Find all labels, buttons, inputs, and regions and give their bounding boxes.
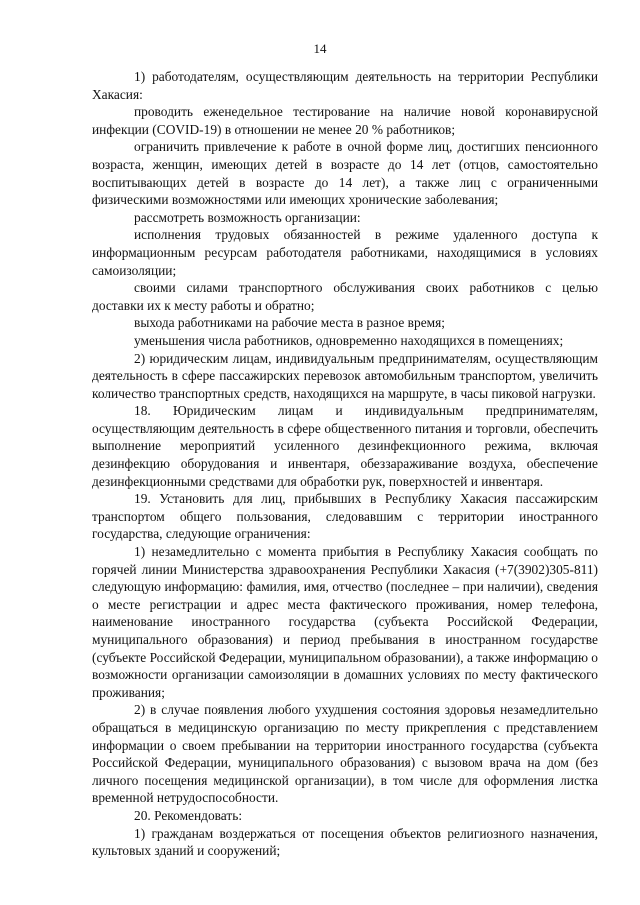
paragraph-item-19: 19. Установить для лиц, прибывших в Республику Хакасия пассажирским транспортом общего пользования, следовавшим с территории иностранного государства, следующие ограничения: <box>92 491 598 542</box>
paragraph-item-18: 18. Юридическим лицам и индивидуальным предпринимателям, осуществляющим деятельность в сфере общественного питания и торговли, обеспечить выполнение мероприятий усиленного дезинфекционного режима, включая дезинфекцию оборудования и инвентаря, обеззараживание воздуха, обеспечение дезинфекционными средствами для обработки рук, поверхностей и инвентаря. <box>92 403 598 489</box>
page-number: 14 <box>313 41 327 56</box>
paragraph-limit-in-person-work: ограничить привлечение к работе в очной форме лиц, достигших пенсионного возраста, женщин, имеющих детей в возрасте до 14 лет (отцов, самостоятельно воспитывающих детей в возрасте до 14 лет), а также лиц с ограниченными физическими возможностями или имеющих хронические заболевания; <box>92 139 598 208</box>
paragraph-religious-sites: 1) гражданам воздержаться от посещения объектов религиозного назначения, культовых зданий и сооружений; <box>92 825 598 859</box>
paragraph-hotline-report: 1) незамедлительно с момента прибытия в Республику Хакасия сообщать по горячей линии Министерства здравоохранения Республики Хакасия (+7(3902)305-811) следующую информацию: фамилия, имя, отчество (последнее – при наличии), сведения о месте регистрации и адрес места фактического проживания, номер телефона, наименование иностранного государства (субъекта Российской Федерации, муниципального образования) и период пребывания в иностранном государстве (субъекте Российской Федерации, муниципальном образовании), а также информацию о возможности организации самоизоляции в домашних условиях по месту фактического проживания; <box>92 544 598 700</box>
paragraph-remote-work: исполнения трудовых обязанностей в режиме удаленного доступа к информационным ресурсам работодателя работниками, находящимися в условиях самоизоляции; <box>92 227 598 278</box>
paragraph-employers: 1) работодателям, осуществляющим деятельность на территории Республики Хакасия: <box>92 69 598 102</box>
paragraph-weekly-testing: проводить еженедельное тестирование на наличие новой коронавирусной инфекции (COVID-19) в отношении не менее 20 % работников; <box>92 104 598 137</box>
paragraph-reduce-occupancy: уменьшения числа работников, одновременно находящихся в помещениях; <box>134 332 564 348</box>
paragraph-passenger-transport: 2) юридическим лицам, индивидуальным предпринимателям, осуществляющим деятельность в сфере пассажирских перевозок автомобильным транспортом, увеличить количество транспортных средств, находящихся на маршруте, в часы пиковой нагрузки. <box>92 350 598 401</box>
paragraph-item-20: 20. Рекомендовать: <box>134 807 243 823</box>
paragraph-consider-organizing: рассмотреть возможность организации: <box>134 209 361 225</box>
document-body <box>92 68 598 860</box>
paragraph-own-transport: своими силами транспортного обслуживания своих работников с целью доставки их к месту работы и обратно; <box>92 280 598 313</box>
paragraph-health-deterioration: 2) в случае появления любого ухудшения состояния здоровья незамедлительно обращаться в медицинскую организацию по месту прикрепления с представлением информации о своем пребывании на территории иностранного государства (субъекта Российской Федерации, муниципального образования) с вызовом врача на дом (без личного посещения медицинской организации), в том числе для оформления листка временной нетрудоспособности. <box>92 702 598 806</box>
paragraph-staggered-start: выхода работниками на рабочие места в разное время; <box>134 315 445 331</box>
